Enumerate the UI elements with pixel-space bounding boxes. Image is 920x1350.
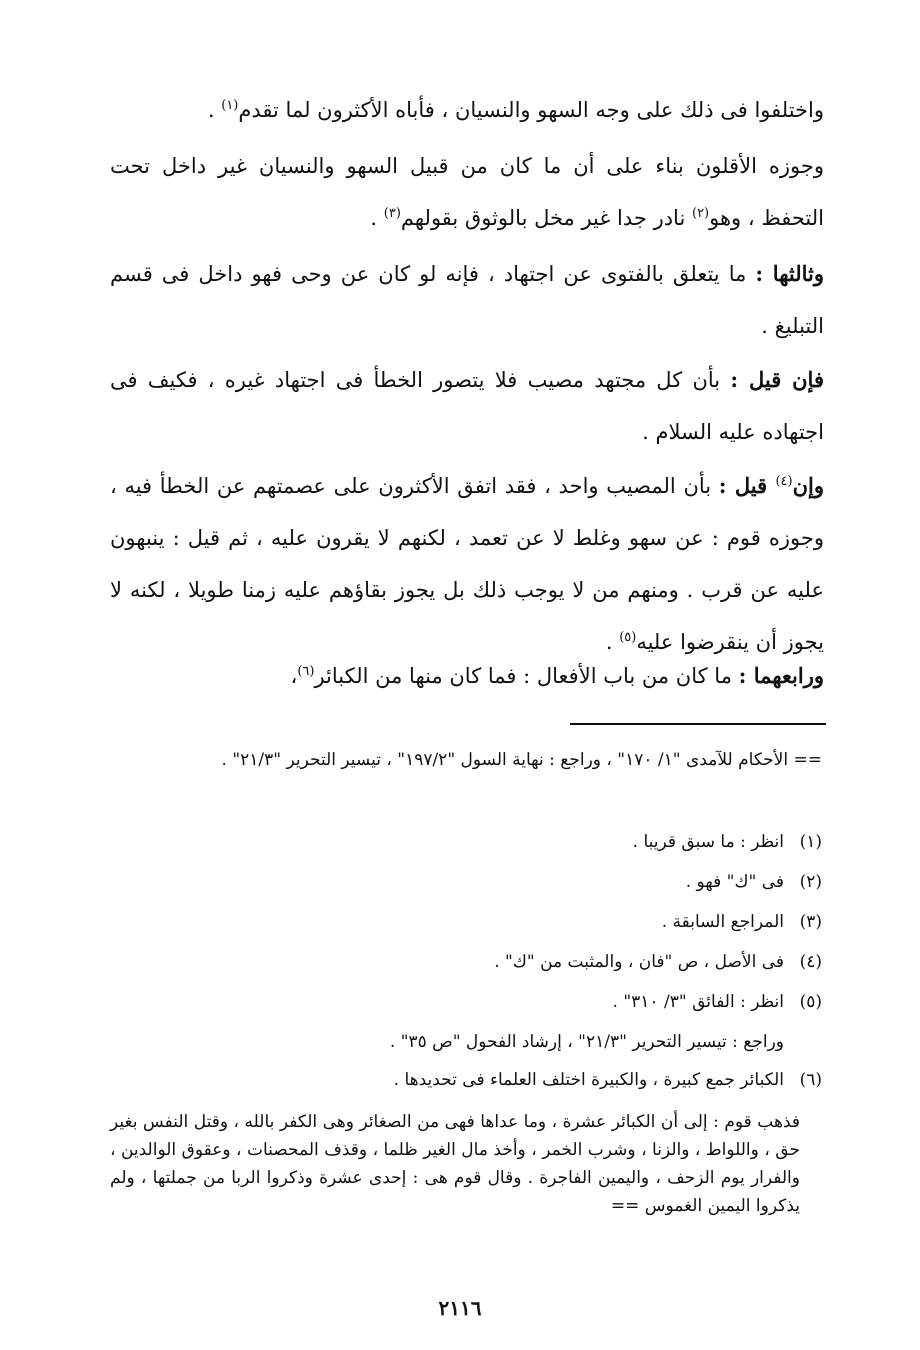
paragraph-5 — [110, 460, 824, 668]
footnote-ref[interactable]: (١) — [221, 98, 239, 113]
footnote-ref[interactable]: (٤) — [775, 474, 793, 489]
footnote-text: فى "ك" فهو . — [685, 872, 784, 892]
paragraph-lead: فإن قيل : — [730, 367, 824, 392]
footnote-text: الكبائر جمع كبيرة ، والكبيرة اختلف العلماء فى تحديدها . — [393, 1070, 784, 1090]
paragraph-lead: ورابعهما : — [738, 663, 824, 688]
paragraph-text: بأن كل مجتهد مصيب فلا يتصور الخطأ فى اجتهاد غيره ، فكيف فى اجتهاده عليه السلام . — [110, 368, 824, 444]
footnote-text: == الأحكام للآمدى "١/ ١٧٠" ، وراجع : نهاية السول "١٩٧/٢" ، تيسير التحرير "٢١/٣" . — [221, 750, 822, 770]
paragraph-1 — [110, 84, 824, 136]
footnote-2 — [110, 862, 822, 902]
paragraph-text: ما يتعلق بالفتوى عن اجتهاد ، فإنه لو كان عن وحى فهو داخل فى قسم التبليغ . — [110, 262, 824, 338]
footnote-ref[interactable]: (٢) — [691, 206, 710, 221]
paragraph-6 — [110, 650, 824, 702]
paragraph-lead: وثالثها : — [755, 261, 824, 286]
footnote-5-continued — [110, 1022, 822, 1062]
footnote-number: (٢) — [799, 872, 822, 892]
punctuation: . — [605, 630, 620, 654]
footnote-4 — [110, 942, 822, 982]
footnote-carryover — [110, 744, 822, 776]
footnote-3 — [110, 902, 822, 942]
footnote-number: (٣) — [799, 912, 822, 932]
punctuation: . — [370, 206, 384, 230]
footnote-separator — [570, 723, 826, 725]
footnote-text: المراجع السابقة . — [661, 912, 784, 932]
footnote-text: فذهب قوم : إلى أن الكبائر عشرة ، وما عداها فهى من الصغائر وهى الكفر بالله ، وقتل النفس بغير حق ، واللواط ، والزنا ، وشرب الخمر ، وأخذ مال الغير ظلما ، وقذف المحصنات ، وعقوق الوالدين ، والفرار يوم الزحف ، واليمين الفاجرة . وقال قوم هى : إحدى عشرة وذكروا الربا من جملتها ، ولم يذكروا اليمين الغموس == — [110, 1112, 800, 1216]
paragraph-text: وجوزه الأقلون بناء على أن ما كان من قبيل السهو والنسيان غير داخل تحت التحفظ ، وهو — [110, 154, 824, 230]
footnote-ref[interactable]: (٥) — [619, 630, 637, 645]
punctuation: . — [207, 98, 222, 122]
footnote-number: (٥) — [799, 992, 822, 1012]
footnote-6-continuation — [110, 1108, 800, 1220]
footnote-text: انظر : ما سبق قريبا . — [632, 832, 784, 852]
paragraph-text: نادر جدا غير مخل بالوثوق بقولهم — [400, 206, 692, 230]
footnote-6 — [110, 1060, 822, 1100]
page-number: ٢١١٦ — [438, 1296, 482, 1320]
paragraph-text: ما كان من باب الأفعال : فما كان منها من الكبائر — [314, 664, 739, 688]
footnote-ref[interactable]: (٣) — [383, 206, 401, 221]
footnote-number: (٤) — [799, 952, 822, 972]
footnote-ref[interactable]: (٦) — [297, 664, 315, 679]
paragraph-3 — [110, 248, 824, 352]
footnote-text: فى الأصل ، ص "فان ، والمثبت من "ك" . — [494, 952, 784, 972]
footnote-text: انظر : الفائق "٣/ ٣١٠" . — [612, 992, 784, 1012]
footnote-number: (١) — [799, 832, 822, 852]
punctuation: ، — [290, 664, 298, 688]
paragraph-2 — [110, 140, 824, 244]
footnote-number: (٦) — [799, 1070, 822, 1090]
footnote-1 — [110, 822, 822, 862]
paragraph-lead: وإن — [792, 473, 825, 498]
footnote-text: وراجع : تيسير التحرير "٢١/٣" ، إرشاد الفحول "ص ٣٥" . — [389, 1032, 784, 1052]
paragraph-text: بأن المصيب واحد ، فقد اتفق الأكثرون على عصمتهم عن الخطأ فيه ، وجوزه قوم : عن سهو وغلط لا عن تعمد ، لكنهم لا يقرون عليه ، ثم قيل : ينبهون عليه عن قرب . ومنهم من لا يوجب ذلك بل يجوز بقاؤهم عليه زمنا طويلا ، لكنه لا يجوز أن ينقرضوا عليه — [110, 474, 824, 654]
paragraph-text: واختلفوا فى ذلك على وجه السهو والنسيان ، فأباه الأكثرون لما تقدم — [238, 98, 824, 122]
footnote-5 — [110, 982, 822, 1022]
paragraph-lead: قيل : — [718, 473, 776, 498]
paragraph-4 — [110, 354, 824, 458]
